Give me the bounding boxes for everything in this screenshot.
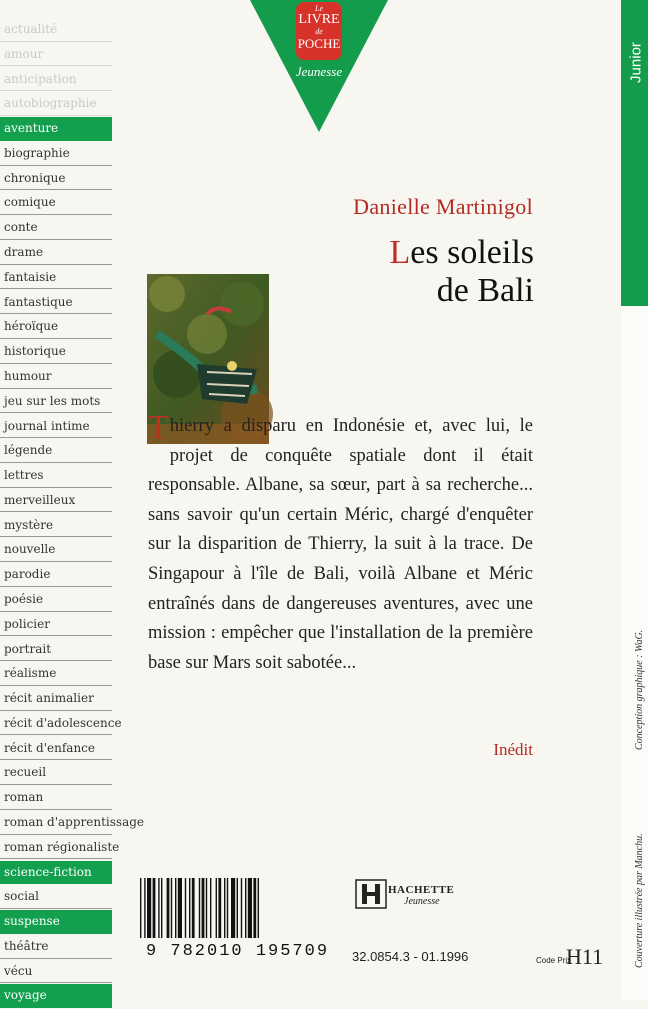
- genre-item: portrait: [0, 638, 112, 662]
- genre-item: roman d'apprentissage: [0, 811, 112, 835]
- genre-item: suspense: [0, 910, 112, 934]
- logo-jeunesse: Jeunesse: [295, 64, 343, 79]
- genre-item: réalisme: [0, 662, 112, 686]
- logo-de: de: [315, 27, 323, 36]
- genre-item: actualité: [0, 18, 112, 42]
- summary-body: hierry a disparu en Indonésie et, avec lui, le projet de conquête spatiale dont il était responsable. Albane, sa sœur, part à sa recherche... sans savoir qu'un certain Méric, chargé d'enquêter sur la disparition de Thierry, la suit à la trace. De Singapour à l'île de Bali, voilà Albane et Méric entraînés dans de dangereuses aventures, avec une mission : empêcher que l'installation de la première base sur Mars soit sabotée...: [148, 416, 533, 673]
- genre-item: vécu: [0, 960, 112, 984]
- barcode-bar: [210, 878, 211, 938]
- hachette-h-icon: [356, 880, 386, 910]
- genre-item: jeu sur les mots: [0, 390, 112, 414]
- genre-item: récit animalier: [0, 687, 112, 711]
- logo-livre: LIVRE: [298, 12, 340, 27]
- barcode-bar: [245, 878, 246, 938]
- genre-item: chronique: [0, 167, 112, 191]
- barcode-bar: [189, 878, 190, 938]
- book-title: [390, 234, 535, 310]
- genre-item: social: [0, 885, 112, 909]
- genre-item: conte: [0, 216, 112, 240]
- barcode-bar: [153, 878, 156, 938]
- genre-item: humour: [0, 365, 112, 389]
- barcode-bar: [258, 878, 259, 938]
- junior-banner: [621, 0, 648, 306]
- price-code: H11: [566, 944, 604, 969]
- barcode-bar: [167, 878, 170, 938]
- barcode-bar: [185, 878, 186, 938]
- genre-item: merveilleux: [0, 489, 112, 513]
- barcode: [140, 878, 335, 938]
- author-name: Danielle Martinigol: [353, 194, 533, 219]
- title-line1: es soleils: [410, 234, 534, 271]
- barcode-bar: [206, 878, 207, 938]
- livre-de-poche-logo: [250, 0, 388, 136]
- genre-item: aventure: [0, 117, 112, 141]
- genre-item: roman régionaliste: [0, 836, 112, 860]
- design-credit: Conception graphique : WaG.: [634, 629, 645, 750]
- barcode-bar: [144, 878, 145, 938]
- title-initial: L: [389, 234, 411, 271]
- genre-item: anticipation: [0, 68, 112, 92]
- genre-item: légende: [0, 439, 112, 463]
- barcode-bar: [202, 878, 205, 938]
- genre-item: poésie: [0, 588, 112, 612]
- barcode-bar: [253, 878, 256, 938]
- barcode-bar: [227, 878, 228, 938]
- genre-item: mystère: [0, 514, 112, 538]
- barcode-bar: [158, 878, 159, 938]
- hachette-logo: [356, 880, 455, 914]
- barcode-bar: [147, 878, 151, 938]
- barcode-bar: [248, 878, 252, 938]
- logo-poche: POCHE: [297, 36, 341, 51]
- genre-item: théâtre: [0, 935, 112, 959]
- genre-item: fantastique: [0, 291, 112, 315]
- barcode-bar: [216, 878, 217, 938]
- publisher-sub: Jeunesse: [404, 896, 440, 907]
- drop-cap: T: [148, 409, 169, 446]
- genre-item: nouvelle: [0, 538, 112, 562]
- barcode-bar: [140, 878, 141, 938]
- genre-item: comique: [0, 191, 112, 215]
- genre-item: drame: [0, 241, 112, 265]
- isbn-number: 9 782010 195709: [146, 942, 330, 961]
- genre-item: journal intime: [0, 415, 112, 439]
- inedit-label: Inédit: [493, 740, 533, 759]
- title-line2: de Bali: [436, 272, 534, 309]
- genre-item: biographie: [0, 142, 112, 166]
- genre-item: roman: [0, 786, 112, 810]
- reference-number: 32.0854.3 - 01.1996: [352, 949, 469, 964]
- barcode-bar: [178, 878, 182, 938]
- logo-le: Le: [315, 4, 323, 13]
- barcode-bar: [218, 878, 221, 938]
- genre-item: héroïque: [0, 315, 112, 339]
- genre-item: recueil: [0, 761, 112, 785]
- barcode-bar: [231, 878, 235, 938]
- genre-item: récit d'enfance: [0, 737, 112, 761]
- genre-item: autobiographie: [0, 92, 112, 116]
- barcode-bar: [175, 878, 176, 938]
- series-label: Junior: [627, 42, 645, 83]
- barcode-bar: [171, 878, 172, 938]
- genre-item: policier: [0, 613, 112, 637]
- barcode-bar: [199, 878, 200, 938]
- barcode-bar: [241, 878, 242, 938]
- barcode-bar: [192, 878, 195, 938]
- code-prix-label: Code Prix: [536, 956, 572, 965]
- barcode-bar: [161, 878, 162, 938]
- summary-text: [148, 409, 533, 678]
- cover-credit: Couverture illustrée par Manchu.: [634, 833, 645, 968]
- barcode-bar: [237, 878, 238, 938]
- genre-item: voyage: [0, 984, 112, 1008]
- barcode-bar: [224, 878, 225, 938]
- genre-item: récit d'adolescence: [0, 712, 112, 736]
- genre-item: parodie: [0, 563, 112, 587]
- genre-item: fantaisie: [0, 266, 112, 290]
- genre-list: [0, 18, 145, 1009]
- genre-item: lettres: [0, 464, 112, 488]
- genre-item: amour: [0, 43, 112, 67]
- publisher-name: HACHETTE: [388, 884, 455, 896]
- genre-item: historique: [0, 340, 112, 364]
- genre-item: science-fiction: [0, 861, 112, 885]
